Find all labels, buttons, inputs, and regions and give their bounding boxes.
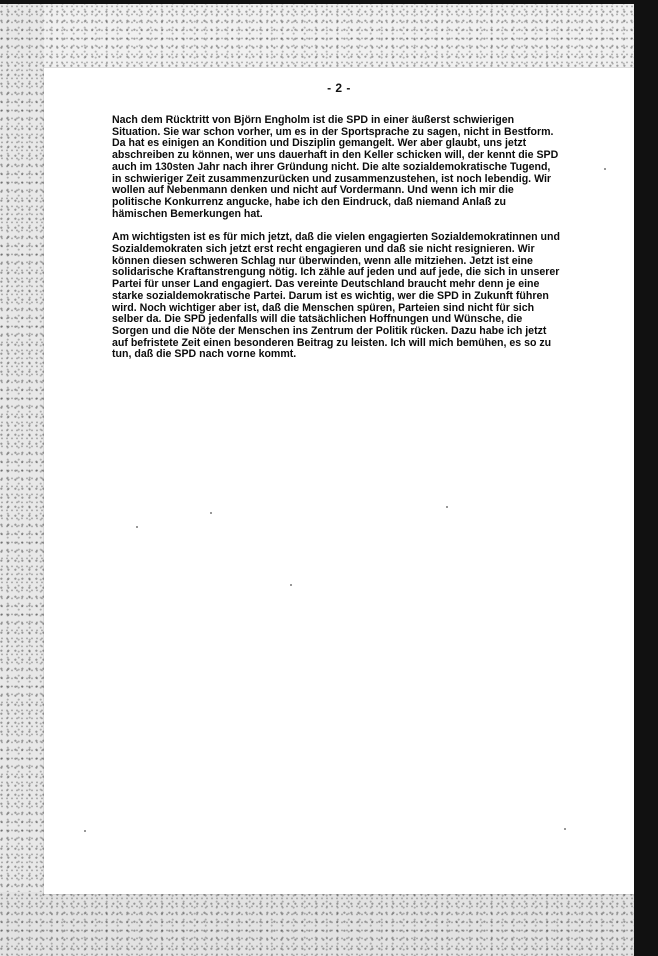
scan-border-bottom [0, 892, 658, 956]
document-body [112, 115, 560, 373]
scan-edge-right [634, 0, 658, 956]
paragraph-2: Am wichtigsten ist es für mich jetzt, daß die vielen engagierten Sozialdemokratinnen und Sozialdemokraten sich jetzt erst recht engagieren und daß sie nicht resignieren. Wir können diesen schweren Schlag nur überwinden, wenn alle mitziehen. Jetzt ist eine solidarische Kraftanstrengung nötig. Ich zähle auf jeden und auf jede, die sich in unserer Partei für unser Land engagiert. Das vereinte Deutschland braucht mehr denn je eine starke sozialdemokratische Partei. Darum ist es wichtig, wer die SPD in Zukunft führen wird. Noch wichtiger aber ist, daß die Menschen spüren, Parteien sind nicht für sich selber da. Die SPD jedenfalls will die tatsächlichen Hoffnungen und Wünsche, die Sorgen und die Nöte der Menschen ins Zentrum der Politik rücken. Dazu habe ich jetzt auf befristete Zeit einen besonderen Beitrag zu leisten. Ich will mich bemühen, es so zu tun, daß die SPD nach vorne kommt. [112, 231, 560, 361]
document-page [44, 68, 634, 894]
scan-border-top [0, 0, 658, 70]
scan-border-left [0, 0, 44, 956]
scan-speck [210, 512, 212, 514]
paragraph-1: Nach dem Rücktritt von Björn Engholm ist die SPD in einer äußerst schwierigen Situation. Sie war schon vorher, um es in der Sportsprache zu sagen, nicht in Bestform. Da hat es einigen an Kondition und Disziplin gemangelt. Wer aber glaubt, uns jetzt abschreiben zu können, wer uns dauerhaft in den Keller schicken will, der kennt die SPD auch im 130sten Jahr nach ihrer Gründung nicht. Die alte sozialdemokratische Tugend, in schwieriger Zeit zusammenzurücken und zusammenzustehen, ist noch lebendig. Wir wollen auf Nebenmann denken und nicht auf Vordermann. Und wenn ich mir die politische Konkurrenz angucke, habe ich den Eindruck, daß niemand Anlaß zu hämischen Bemerkungen hat. [112, 114, 559, 220]
scan-speck [290, 584, 292, 586]
page-number: - 2 - [327, 81, 351, 95]
scan-speck [604, 168, 606, 170]
scan-speck [564, 828, 566, 830]
scan-speck [84, 830, 86, 832]
scan-speck [136, 526, 138, 528]
scan-speck [446, 506, 448, 508]
scan-edge-top [0, 0, 658, 4]
